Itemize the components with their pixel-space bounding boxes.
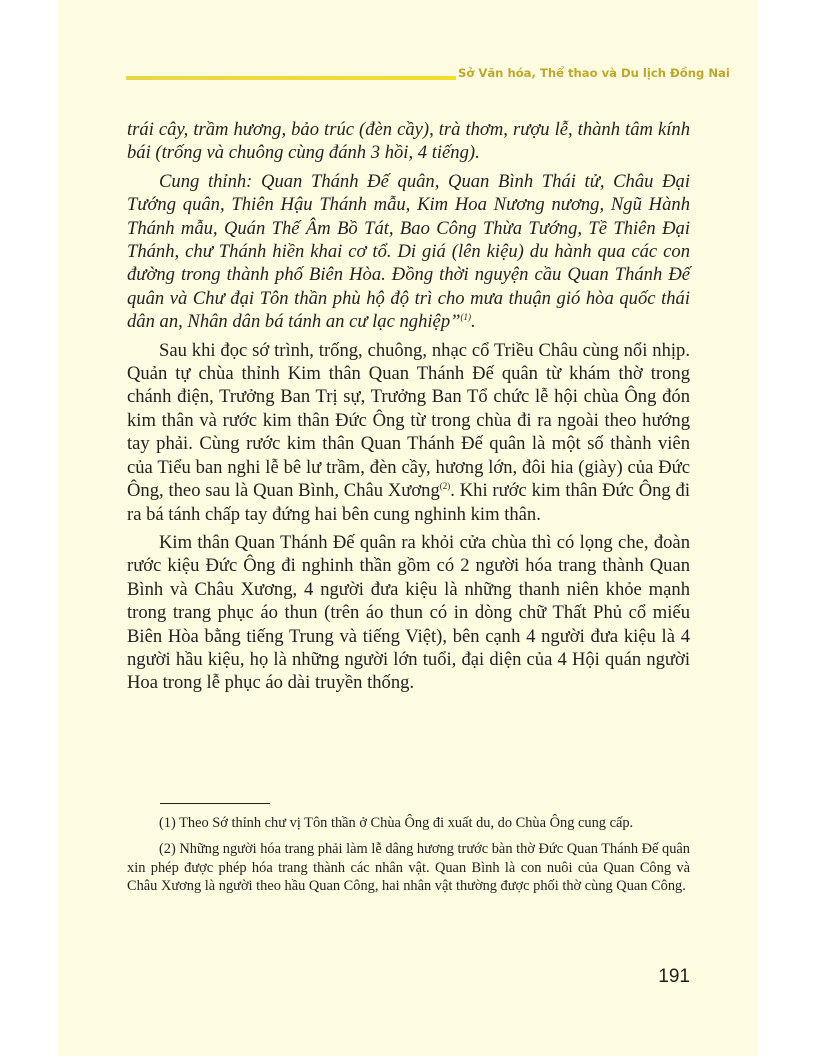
footnote-2: (2) Những người hóa trang phải làm lễ dâng hương trước bàn thờ Đức Quan Thánh Đế quân xin phép được phép hóa trang thành các nhân vật. Quan Bình là con nuôi của Quan Công và Châu Xương là người theo hầu Quan Công, hai nhân vật thường được phối thờ cùng Quan Công.: [127, 841, 690, 894]
page-number: 191: [658, 966, 690, 987]
footnote-separator: [160, 803, 270, 804]
paragraph-1: trái cây, trầm hương, bảo trúc (đèn cầy), trà thơm, rượu lễ, thành tâm kính bái (trống và chuông cùng đánh 3 hồi, 4 tiếng).: [127, 119, 690, 164]
paragraph-3-text: Sau khi đọc sớ trình, trống, chuông, nhạc cổ Triều Châu cùng nổi nhịp. Quản tự chùa thỉnh Kim thân Quan Thánh Đế quân từ khám thờ trong chánh điện, Trưởng Ban Trị sự, Trưởng Ban Tổ chức lễ hội chùa Ông đón kim thân và rước kim thân Đức Ông từ trong chùa đi ra ngoài theo hướng tay phải. Cùng rước kim thân Quan Thánh Đế quân là một số thành viên của Tiểu ban nghi lễ bê lư trầm, đèn cầy, hương lớn, đôi hia (giày) của Đức Ông, theo sau là Quan Bình, Châu Xương: [127, 339, 690, 502]
paragraph-3: [127, 339, 690, 526]
footnotes: [127, 814, 690, 895]
paragraph-2: [127, 170, 690, 334]
header-rule: [126, 76, 456, 80]
paragraph-2-text: Cung thỉnh: Quan Thánh Đế quân, Quan Bình Thái tử, Châu Đại Tướng quân, Thiên Hậu Thánh mẫu, Kim Hoa Nương nương, Ngũ Hành Thánh mẫu, Quán Thế Âm Bồ Tát, Bao Công Thừa Tướng, Tề Thiên Đại Thánh, chư Thánh hiền khai cơ tổ. Di giá (lên kiệu) du hành qua các con đường trong thành phố Biên Hòa. Đồng thời nguyện cầu Quan Thánh Đế quân và Chư đại Tôn thần phù hộ độ trì cho mưa thuận gió hòa quốc thái dân an, Nhân dân bá tánh an cư lạc nghiệp”: [127, 170, 690, 333]
paragraph-4: Kim thân Quan Thánh Đế quân ra khỏi cửa chùa thì có lọng che, đoàn rước kiệu Đức Ông đi nghinh thần gồm có 2 người hóa trang thành Quan Bình và Châu Xương, 4 người đưa kiệu là những thanh niên khỏe mạnh trong trang phục áo thun (trên áo thun có in dòng chữ Thất Phủ cổ miếu Biên Hòa bằng tiếng Trung và tiếng Việt), bên cạnh 4 người đưa kiệu là 4 người hầu kiệu, họ là những người lớn tuổi, đại diện của 4 Hội quán người Hoa trong lễ phục áo dài truyền thống.: [127, 531, 690, 694]
footnote-1: (1) Theo Sớ thỉnh chư vị Tôn thần ở Chùa Ông đi xuất du, do Chùa Ông cung cấp.: [159, 815, 634, 831]
running-header: Sở Văn hóa, Thể thao và Du lịch Đồng Nai: [458, 66, 730, 80]
footnote-ref-2[interactable]: (2): [439, 480, 451, 491]
footnote-ref-1[interactable]: (1): [460, 312, 471, 323]
paragraph-2-end: .: [470, 311, 476, 333]
body-text: [127, 118, 690, 695]
paragraph-3-end: . Khi rước kim thân Đức Ông đi ra bá tánh chấp tay đứng hai bên cung nghinh kim thân.: [127, 480, 690, 525]
